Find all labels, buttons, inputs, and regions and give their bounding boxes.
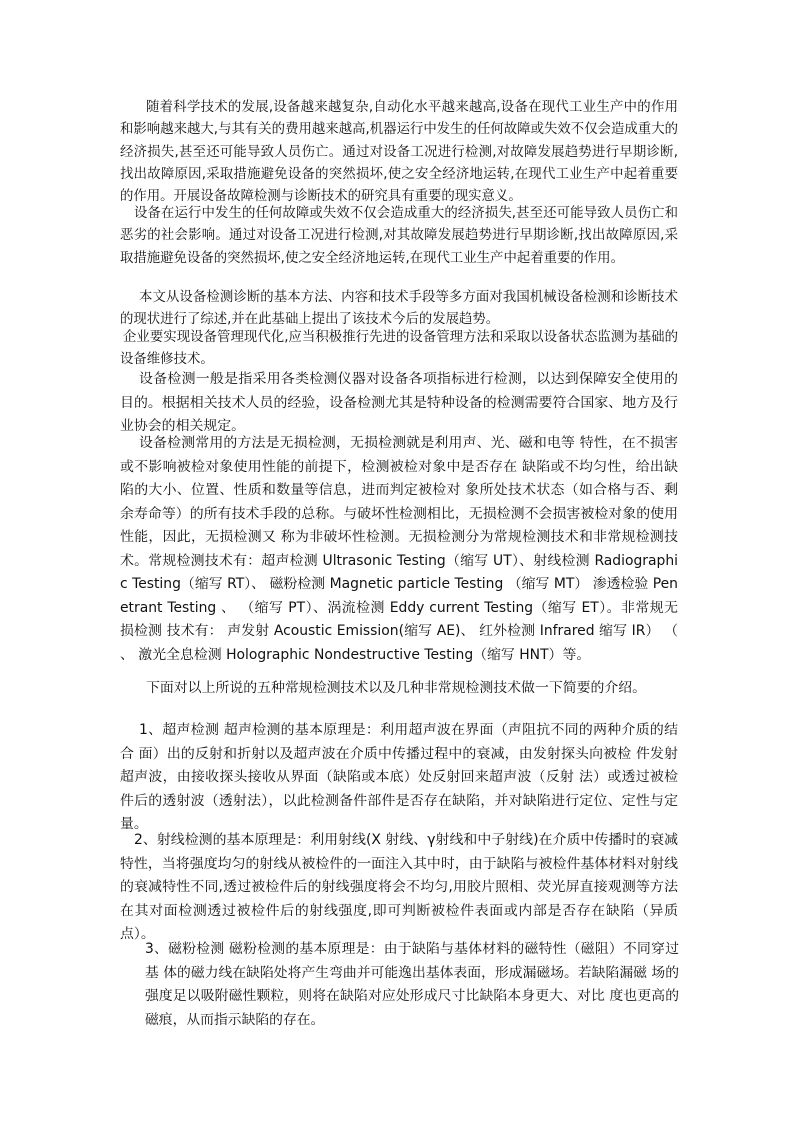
paragraph-nondestructive-testing: 设备检测常用的方法是无损检测，无损检测就是利用声、光、磁和电等 特性，在不损害或不影响被检对象使用性能的前提下，检测被检对象中是否存在 缺陷或不均匀性，给出缺陷的大小、位置、性质和数量等信息，进而判定被检对 象所处技术状态（如合格与否、剩余寿命等）的所有技术手段的总称。与破坏性检测相比，无损检测不会损害被检对象的使用性能，因此，无损检测又 称为非破坏性检测。无损检测分为常规检测技术和非常规检测技术。常规检测技术有：超声检测 Ultrasonic Testing（缩写 UT）、射线检测 Radiographic Testing（缩写 RT）、 磁粉检测 Magnetic particle Testing （缩写 MT） 渗透检验 Penetrant Testing 、 （缩写 PT）、涡流检测 Eddy current Testing（缩写 ET）。非常规无损检测 技术有： 声发射 Acoustic Emission(缩写 AE)、 红外检测 Infrared 缩写 IR） （ 、 激光全息检测 Holographic Nondestructive Testing（缩写 HNT）等。 [120, 435, 678, 663]
paragraph-intro: 随着科学技术的发展,设备越来越复杂,自动化水平越来越高,设备在现代工业生产中的作用和影响越来越大,与其有关的费用越来越高,机器运行中发生的任何故障或失效不仅会造成重大的经济损失,甚至还可能导致人员伤亡。通过对设备工况进行检测,对故障发展趋势进行早期诊断,找出故障原因,采取措施避免设备的突然损坏,使之安全经济地运转,在现代工业生产中起着重要的作用。开展设备故障检测与诊断技术的研究具有重要的现实意义。 [120, 100, 678, 205]
paragraph-magnetic-particle-testing: 3、磁粉检测 磁粉检测的基本原理是：由于缺陷与基体材料的磁特性（磁阻）不同穿过基 体的磁力线在缺陷处将产生弯曲并可能逸出基体表面，形成漏磁场。若缺陷漏磁 场的强度足以吸附磁性颗粒，则将在缺陷对应处形成尺寸比缺陷本身更大、对比 度也更高的磁痕，从而指示缺陷的存在。 [145, 941, 679, 1028]
paragraph-ultrasonic-testing: 1、超声检测 超声检测的基本原理是：利用超声波在界面（声阻抗不同的两种介质的结合 面）出的反射和折射以及超声波在介质中传播过程中的衰减，由发射探头向被检 件发射超声波，由接收探头接收从界面（缺陷或本底）处反射回来超声波（反射 法）或透过被检件后的透射波（透射法），以此检测备件部件是否存在缺陷，并对缺陷进行定位、定性与定量。 [120, 722, 678, 832]
paragraph-scope: 本文从设备检测诊断的基本方法、内容和技术手段等多方面对我国机械设备检测和诊断技术的现状进行了综述,并在此基础上提出了该技术今后的发展趋势。 [120, 290, 678, 328]
paragraph-equipment-inspection: 设备检测一般是指采用各类检测仪器对设备各项指标进行检测，以达到保障安全使用的目的。根据相关技术人员的经验，设备检测尤其是特种设备的检测需要符合国家、地方及行业协会的相关规定。 [120, 371, 678, 434]
paragraph-modernization: 企业要实现设备管理现代化,应当积极推行先进的设备管理方法和采取以设备状态监测为基础的设备维修技术。 [120, 330, 678, 368]
paragraph-radiographic-testing: 2、射线检测的基本原理是：利用射线(X 射线、γ射线和中子射线)在介质中传播时的衰减特性，当将强度均匀的射线从被检件的一面注入其中时，由于缺陷与被检件基体材料对射线的衰减特性不同,透过被检件后的射线强度将会不均匀,用胶片照相、荧光屏直接观测等方法在其对面检测透过被检件后的射线强度,即可判断被检件表面或内部是否存在缺陷（异质点）。 [120, 832, 678, 942]
paragraph-failure-impact: 设备在运行中发生的任何故障或失效不仅会造成重大的经济损失,甚至还可能导致人员伤亡和恶劣的社会影响。通过对设备工况进行检测,对其故障发展趋势进行早期诊断,找出故障原因,采取措施避免设备的突然损坏,使之安全经济地运转,在现代工业生产中起着重要的作用。 [120, 206, 678, 266]
paragraph-overview-intro: 下面对以上所说的五种常规检测技术以及几种非常规检测技术做一下简要的介绍。 [146, 680, 647, 696]
